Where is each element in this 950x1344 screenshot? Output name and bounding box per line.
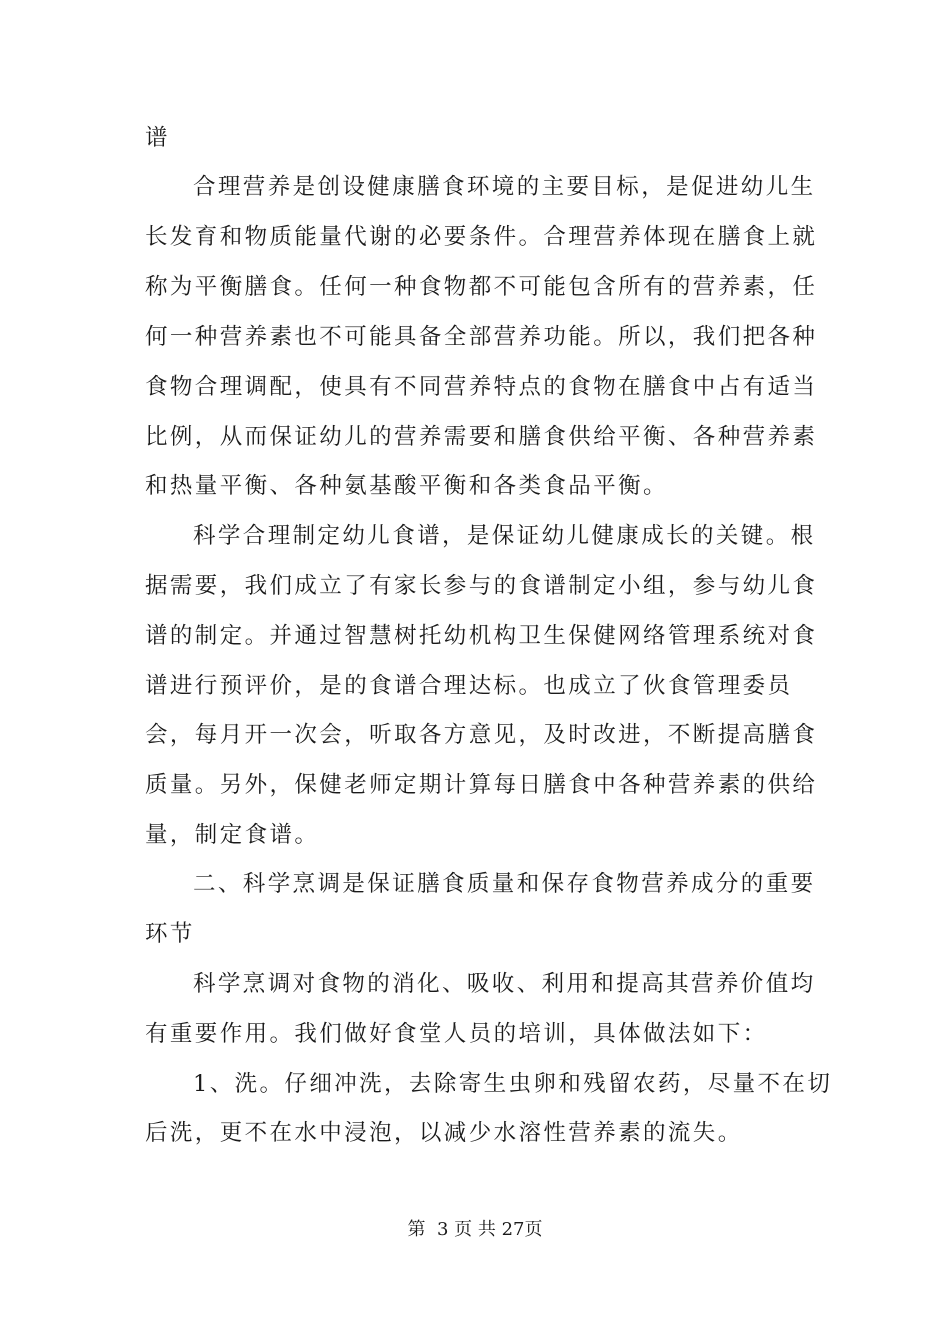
text-line: 科学烹调对食物的消化、吸收、利用和提高其营养价值均	[193, 971, 816, 997]
text-line: 谱的制定。并通过智慧树托幼机构卫生保健网络管理系统对食	[145, 623, 818, 649]
text-line: 1、洗。仔细冲洗，去除寄生虫卵和残留农药，尽量不在切	[193, 1071, 833, 1097]
text-line: 称为平衡膳食。任何一种食物都不可能包含所有的营养素，任	[145, 274, 818, 300]
text-line: 比例，从而保证幼儿的营养需要和膳食供给平衡、各种营养素	[145, 424, 818, 450]
text-line: 有重要作用。我们做好食堂人员的培训，具体做法如下：	[145, 1021, 768, 1047]
text-line: 环节	[145, 921, 195, 947]
text-line: 和热量平衡、各种氨基酸平衡和各类食品平衡。	[145, 473, 668, 499]
text-line: 质量。另外，保健老师定期计算每日膳食中各种营养素的供给	[145, 772, 818, 798]
text-line: 长发育和物质能量代谢的必要条件。合理营养体现在膳食上就	[145, 224, 818, 250]
text-line: 会，每月开一次会，听取各方意见，及时改进，不断提高膳食	[145, 722, 818, 748]
text-line: 据需要，我们成立了有家长参与的食谱制定小组，参与幼儿食	[145, 573, 818, 599]
text-line: 量，制定食谱。	[145, 822, 320, 848]
text-line: 合理营养是创设健康膳食环境的主要目标，是促进幼儿生	[193, 174, 816, 200]
page-number-footer: 第 3 页 共 27页	[407, 1219, 543, 1240]
text-line: 科学合理制定幼儿食谱，是保证幼儿健康成长的关键。根	[193, 523, 816, 549]
text-line: 二、科学烹调是保证膳食质量和保存食物营养成分的重要	[193, 871, 816, 897]
text-line: 谱进行预评价，是的食谱合理达标。也成立了伙食管理委员	[145, 673, 793, 699]
text-line: 何一种营养素也不可能具备全部营养功能。所以，我们把各种	[145, 324, 818, 350]
text-line: 后洗，更不在水中浸泡，以减少水溶性营养素的流失。	[145, 1120, 743, 1146]
text-line: 谱	[145, 125, 170, 151]
text-line: 食物合理调配，使具有不同营养特点的食物在膳食中占有适当	[145, 374, 818, 400]
